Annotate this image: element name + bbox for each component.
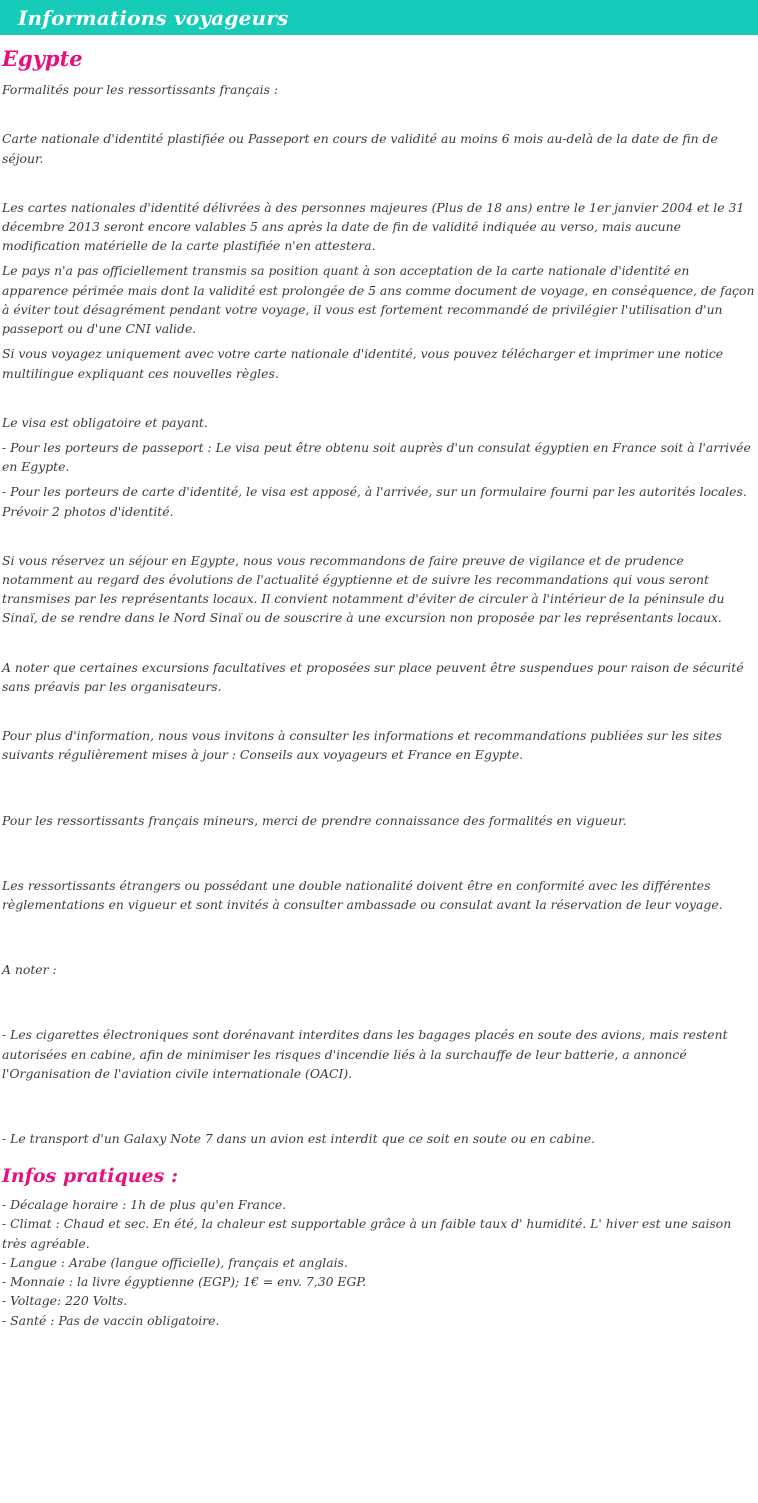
paragraph-visa-passport: - Pour les porteurs de passeport : Le visa peut être obtenu soit auprès d'un consulat égyptien en France soit à l'arrivée en Egypte. [2, 439, 751, 475]
paragraph-id-card-validity: Les cartes nationales d'identité délivrées à des personnes majeures (Plus de 18 ans) entre le 1er janvier 2004 et le 31 décembre 2013 seront encore valables 5 ans après la date de fin de validité indiquée au verso, mais aucune modification matérielle de la carte plastifiée n'en attestera. [2, 199, 745, 254]
paragraph-multilingual-notice: Si vous voyagez uniquement avec votre carte nationale d'identité, vous pouvez télécharger et imprimer une notice multilingue expliquant ces nouvelles règles. [2, 346, 724, 381]
paragraph-formalities-intro: Formalités pour les ressortissants français : [2, 82, 279, 98]
page-banner [0, 0, 758, 35]
practical-item-voltage: - Voltage: 220 Volts. [2, 1293, 128, 1309]
page-title: Egypte [2, 46, 83, 71]
paragraph-more-information: Pour plus d'information, nous vous invitons à consulter les informations et recommandations publiées sur les sites suivants régulièrement mises à jour : Conseils aux voyageurs et France en Egypte. [2, 728, 722, 763]
paragraph-visa-id-card: - Pour les porteurs de carte d'identité, le visa est apposé, à l'arrivée, sur un formulaire fourni par les autorités locales. Prévoir 2 photos d'identité. [2, 484, 747, 519]
paragraph-note-heading: A noter : [2, 962, 57, 978]
practical-item-climate: - Climat : Chaud et sec. En été, la chaleur est supportable grâce à un faible taux d' humidité. L' hiver est une saison très agréable. [2, 1216, 732, 1251]
practical-item-health: - Santé : Pas de vaccin obligatoire. [2, 1312, 220, 1328]
practical-item-time-difference: - Décalage horaire : 1h de plus qu'en France. [2, 1197, 287, 1213]
practical-item-language: - Langue : Arabe (langue officielle), français et anglais. [2, 1254, 348, 1270]
paragraph-optional-excursions: A noter que certaines excursions facultatives et proposées sur place peuvent être suspendues pour raison de sécurité sans préavis par les organisateurs. [2, 659, 744, 694]
practical-item-currency: - Monnaie : la livre égyptienne (EGP); 1€ = env. 7,30 EGP. [2, 1274, 367, 1290]
banner-title: Informations voyageurs [18, 5, 289, 30]
paragraph-visa-required: Le visa est obligatoire et payant. [2, 414, 208, 430]
paragraph-minors: Pour les ressortissants français mineurs, merci de prendre connaissance des formalités en vigueur. [2, 812, 627, 828]
paragraph-id-documents: Carte nationale d'identité plastifiée ou Passeport en cours de validité au moins 6 mois au-delà de la date de fin de séjour. [2, 131, 718, 166]
document-content [0, 35, 758, 1340]
paragraph-country-position: Le pays n'a pas officiellement transmis sa position quant à son acceptation de la carte nationale d'identité en apparence périmée mais dont la validité est prolongée de 5 ans comme document de voyage, en conséquence, de façon à éviter tout désagrément pendant votre voyage, il vous est fortement recommandé de privilégier l'utilisation d'un passeport ou d'une CNI valide. [2, 263, 755, 337]
paragraph-security-advice: Si vous réservez un séjour en Egypte, nous vous recommandons de faire preuve de vigilance et de prudence notamment au regard des évolutions de l'actualité égyptienne et de suivre les recommandations qui vous seront transmises par les représentants locaux. Il convient notamment d'éviter de circuler à l'intérieur de la péninsule du Sinaï, de se rendre dans le Nord Sinaï ou de souscrire à une excursion non proposée par les représentants locaux. [2, 552, 725, 626]
paragraph-galaxy-note-7: - Le transport d'un Galaxy Note 7 dans un avion est interdit que ce soit en soute ou en cabine. [2, 1131, 595, 1147]
section-title-practical-info: Infos pratiques : [2, 1165, 178, 1188]
paragraph-e-cigarettes: - Les cigarettes électroniques sont dorénavant interdites dans les bagages placés en soute des avions, mais restent autorisées en cabine, afin de minimiser les risques d'incendie liés à la surchauffe de leur batterie, a annoncé l'Organisation de l'aviation civile internationale (OACI). [2, 1027, 728, 1081]
paragraph-foreign-nationals: Les ressortissants étrangers ou possédant une double nationalité doivent être en conformité avec les différentes règlementations en vigueur et sont invités à consulter ambassade ou consulat avant la réservation de leur voyage. [2, 877, 723, 912]
